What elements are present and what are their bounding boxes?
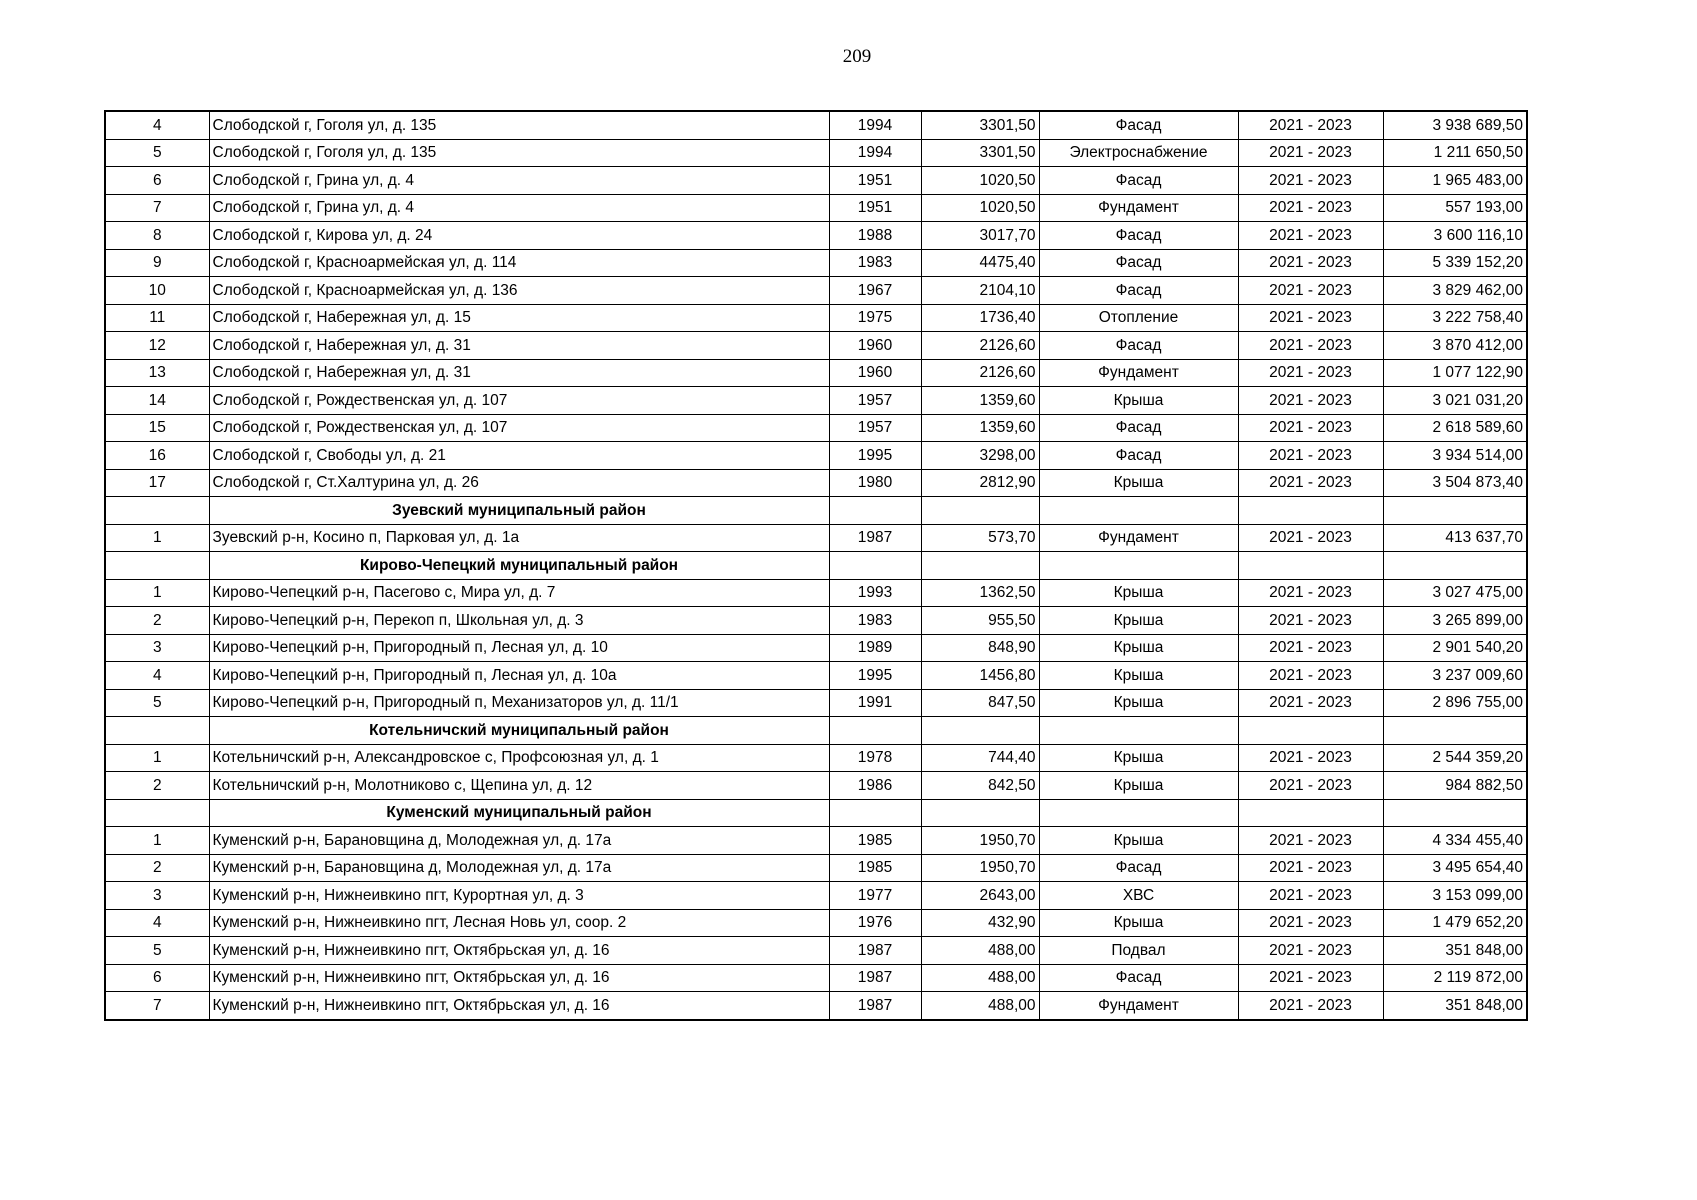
table-row	[105, 772, 1527, 800]
table-row	[105, 277, 1527, 305]
row-number-cell: 15	[105, 414, 209, 442]
table-row	[105, 414, 1527, 442]
cost-cell: 1 211 650,50	[1383, 139, 1527, 167]
row-number-cell: 8	[105, 222, 209, 250]
row-number-cell: 11	[105, 304, 209, 332]
district-header-row	[105, 497, 1527, 525]
build-year-cell: 1985	[829, 827, 921, 855]
row-number-cell: 13	[105, 359, 209, 387]
cost-cell: 3 829 462,00	[1383, 277, 1527, 305]
district-name: Кирово-Чепецкий муниципальный район	[209, 552, 829, 580]
row-number-cell: 6	[105, 964, 209, 992]
build-year-cell: 1987	[829, 937, 921, 965]
work-type-cell: Подвал	[1039, 937, 1238, 965]
row-number-cell: 17	[105, 469, 209, 497]
row-number-cell: 7	[105, 194, 209, 222]
cost-cell: 2 896 755,00	[1383, 689, 1527, 717]
address-cell: Куменский р-н, Нижнеивкино пгт, Октябрьская ул, д. 16	[209, 992, 829, 1020]
area-cell: 1736,40	[921, 304, 1039, 332]
area-cell: 847,50	[921, 689, 1039, 717]
area-cell: 2812,90	[921, 469, 1039, 497]
area-cell	[921, 717, 1039, 745]
cost-cell: 413 637,70	[1383, 524, 1527, 552]
build-year-cell	[829, 552, 921, 580]
work-type-cell: Фасад	[1039, 332, 1238, 360]
row-number-cell: 12	[105, 332, 209, 360]
table-row	[105, 524, 1527, 552]
cost-cell: 1 077 122,90	[1383, 359, 1527, 387]
build-year-cell: 1994	[829, 139, 921, 167]
cost-cell: 1 479 652,20	[1383, 909, 1527, 937]
table-row	[105, 139, 1527, 167]
build-year-cell: 1993	[829, 579, 921, 607]
cost-cell	[1383, 552, 1527, 580]
table-row	[105, 332, 1527, 360]
address-cell: Слободской г, Грина ул, д. 4	[209, 167, 829, 195]
period-cell: 2021 - 2023	[1238, 579, 1383, 607]
work-type-cell: Крыша	[1039, 909, 1238, 937]
work-type-cell: Фасад	[1039, 277, 1238, 305]
repair-schedule-table	[104, 110, 1528, 1021]
build-year-cell	[829, 799, 921, 827]
build-year-cell: 1994	[829, 111, 921, 139]
cost-cell: 5 339 152,20	[1383, 249, 1527, 277]
area-cell: 3017,70	[921, 222, 1039, 250]
build-year-cell: 1977	[829, 882, 921, 910]
row-number-cell: 2	[105, 854, 209, 882]
row-number-cell: 5	[105, 139, 209, 167]
page-number: 209	[842, 46, 872, 67]
cost-cell: 3 153 099,00	[1383, 882, 1527, 910]
area-cell	[921, 497, 1039, 525]
row-number-cell: 7	[105, 992, 209, 1020]
work-type-cell: Фасад	[1039, 222, 1238, 250]
build-year-cell: 1978	[829, 744, 921, 772]
build-year-cell: 1995	[829, 662, 921, 690]
cost-cell: 2 544 359,20	[1383, 744, 1527, 772]
district-header-row	[105, 717, 1527, 745]
build-year-cell: 1991	[829, 689, 921, 717]
period-cell: 2021 - 2023	[1238, 937, 1383, 965]
row-number-cell: 1	[105, 579, 209, 607]
build-year-cell: 1987	[829, 524, 921, 552]
period-cell: 2021 - 2023	[1238, 387, 1383, 415]
district-name: Зуевский муниципальный район	[209, 497, 829, 525]
cost-cell: 3 021 031,20	[1383, 387, 1527, 415]
work-type-cell: Крыша	[1039, 469, 1238, 497]
work-type-cell: Фасад	[1039, 854, 1238, 882]
period-cell	[1238, 717, 1383, 745]
district-header-row	[105, 552, 1527, 580]
area-cell: 3298,00	[921, 442, 1039, 470]
area-cell: 848,90	[921, 634, 1039, 662]
row-number-cell: 14	[105, 387, 209, 415]
cost-cell: 3 934 514,00	[1383, 442, 1527, 470]
area-cell: 432,90	[921, 909, 1039, 937]
address-cell: Куменский р-н, Нижнеивкино пгт, Октябрьская ул, д. 16	[209, 937, 829, 965]
cost-cell: 3 222 758,40	[1383, 304, 1527, 332]
row-number-cell: 4	[105, 111, 209, 139]
work-type-cell: Фасад	[1039, 111, 1238, 139]
work-type-cell	[1039, 717, 1238, 745]
address-cell: Зуевский р-н, Косино п, Парковая ул, д. 1а	[209, 524, 829, 552]
area-cell: 842,50	[921, 772, 1039, 800]
work-type-cell: Фундамент	[1039, 992, 1238, 1020]
area-cell: 1359,60	[921, 387, 1039, 415]
work-type-cell: Фасад	[1039, 249, 1238, 277]
area-cell: 1950,70	[921, 854, 1039, 882]
cost-cell: 984 882,50	[1383, 772, 1527, 800]
address-cell: Слободской г, Гоголя ул, д. 135	[209, 111, 829, 139]
address-cell: Слободской г, Кирова ул, д. 24	[209, 222, 829, 250]
build-year-cell: 1987	[829, 992, 921, 1020]
work-type-cell: ХВС	[1039, 882, 1238, 910]
address-cell: Слободской г, Набережная ул, д. 31	[209, 332, 829, 360]
cost-cell: 557 193,00	[1383, 194, 1527, 222]
table-row	[105, 607, 1527, 635]
period-cell: 2021 - 2023	[1238, 772, 1383, 800]
table-row	[105, 359, 1527, 387]
work-type-cell: Фундамент	[1039, 524, 1238, 552]
row-number-cell: 6	[105, 167, 209, 195]
area-cell: 488,00	[921, 937, 1039, 965]
table-row	[105, 222, 1527, 250]
build-year-cell: 1967	[829, 277, 921, 305]
row-number-cell: 1	[105, 744, 209, 772]
cost-cell: 2 618 589,60	[1383, 414, 1527, 442]
period-cell: 2021 - 2023	[1238, 744, 1383, 772]
table-row	[105, 992, 1527, 1020]
build-year-cell: 1951	[829, 194, 921, 222]
table-row	[105, 469, 1527, 497]
period-cell: 2021 - 2023	[1238, 249, 1383, 277]
row-number-cell: 9	[105, 249, 209, 277]
area-cell: 573,70	[921, 524, 1039, 552]
address-cell: Слободской г, Красноармейская ул, д. 136	[209, 277, 829, 305]
cost-cell: 351 848,00	[1383, 937, 1527, 965]
table-row	[105, 744, 1527, 772]
cost-cell: 1 965 483,00	[1383, 167, 1527, 195]
build-year-cell: 1983	[829, 607, 921, 635]
address-cell: Куменский р-н, Нижнеивкино пгт, Курортная ул, д. 3	[209, 882, 829, 910]
period-cell	[1238, 799, 1383, 827]
work-type-cell: Фундамент	[1039, 194, 1238, 222]
table-row	[105, 194, 1527, 222]
address-cell: Кирово-Чепецкий р-н, Пасегово с, Мира ул, д. 7	[209, 579, 829, 607]
row-number-cell	[105, 799, 209, 827]
area-cell: 3301,50	[921, 111, 1039, 139]
work-type-cell: Крыша	[1039, 772, 1238, 800]
cost-cell	[1383, 799, 1527, 827]
row-number-cell: 3	[105, 634, 209, 662]
cost-cell: 4 334 455,40	[1383, 827, 1527, 855]
table-row	[105, 634, 1527, 662]
work-type-cell: Электроснабжение	[1039, 139, 1238, 167]
work-type-cell: Фасад	[1039, 442, 1238, 470]
address-cell: Слободской г, Красноармейская ул, д. 114	[209, 249, 829, 277]
address-cell: Котельничский р-н, Молотниково с, Щепина ул, д. 12	[209, 772, 829, 800]
area-cell: 1020,50	[921, 194, 1039, 222]
work-type-cell: Фасад	[1039, 167, 1238, 195]
table-row	[105, 579, 1527, 607]
address-cell: Слободской г, Грина ул, д. 4	[209, 194, 829, 222]
area-cell	[921, 799, 1039, 827]
area-cell: 2643,00	[921, 882, 1039, 910]
area-cell: 4475,40	[921, 249, 1039, 277]
row-number-cell: 5	[105, 937, 209, 965]
period-cell: 2021 - 2023	[1238, 222, 1383, 250]
work-type-cell: Крыша	[1039, 662, 1238, 690]
build-year-cell: 1983	[829, 249, 921, 277]
address-cell: Кирово-Чепецкий р-н, Пригородный п, Механизаторов ул, д. 11/1	[209, 689, 829, 717]
period-cell: 2021 - 2023	[1238, 964, 1383, 992]
area-cell: 2126,60	[921, 332, 1039, 360]
row-number-cell	[105, 717, 209, 745]
work-type-cell: Крыша	[1039, 607, 1238, 635]
address-cell: Кирово-Чепецкий р-н, Пригородный п, Лесная ул, д. 10а	[209, 662, 829, 690]
address-cell: Слободской г, Свободы ул, д. 21	[209, 442, 829, 470]
period-cell: 2021 - 2023	[1238, 194, 1383, 222]
build-year-cell	[829, 497, 921, 525]
build-year-cell	[829, 717, 921, 745]
address-cell: Куменский р-н, Нижнеивкино пгт, Лесная Новь ул, соор. 2	[209, 909, 829, 937]
table-row	[105, 909, 1527, 937]
table-row	[105, 111, 1527, 139]
build-year-cell: 1960	[829, 332, 921, 360]
build-year-cell: 1960	[829, 359, 921, 387]
work-type-cell: Фундамент	[1039, 359, 1238, 387]
address-cell: Слободской г, Рождественская ул, д. 107	[209, 387, 829, 415]
period-cell: 2021 - 2023	[1238, 332, 1383, 360]
address-cell: Слободской г, Набережная ул, д. 31	[209, 359, 829, 387]
address-cell: Кирово-Чепецкий р-н, Пригородный п, Лесная ул, д. 10	[209, 634, 829, 662]
area-cell: 1362,50	[921, 579, 1039, 607]
table-row	[105, 689, 1527, 717]
period-cell	[1238, 552, 1383, 580]
cost-cell: 3 504 873,40	[1383, 469, 1527, 497]
area-cell: 1359,60	[921, 414, 1039, 442]
work-type-cell: Фасад	[1039, 414, 1238, 442]
cost-cell: 3 870 412,00	[1383, 332, 1527, 360]
period-cell: 2021 - 2023	[1238, 992, 1383, 1020]
build-year-cell: 1989	[829, 634, 921, 662]
table-row	[105, 387, 1527, 415]
table-row	[105, 882, 1527, 910]
address-cell: Слободской г, Ст.Халтурина ул, д. 26	[209, 469, 829, 497]
period-cell: 2021 - 2023	[1238, 524, 1383, 552]
row-number-cell: 3	[105, 882, 209, 910]
row-number-cell: 16	[105, 442, 209, 470]
address-cell: Котельничский р-н, Александровское с, Профсоюзная ул, д. 1	[209, 744, 829, 772]
table-row	[105, 662, 1527, 690]
district-name: Куменский муниципальный район	[209, 799, 829, 827]
period-cell: 2021 - 2023	[1238, 634, 1383, 662]
build-year-cell: 1976	[829, 909, 921, 937]
cost-cell: 3 495 654,40	[1383, 854, 1527, 882]
work-type-cell	[1039, 552, 1238, 580]
row-number-cell: 1	[105, 524, 209, 552]
period-cell: 2021 - 2023	[1238, 277, 1383, 305]
build-year-cell: 1995	[829, 442, 921, 470]
row-number-cell: 4	[105, 909, 209, 937]
table-row	[105, 304, 1527, 332]
period-cell: 2021 - 2023	[1238, 909, 1383, 937]
row-number-cell: 2	[105, 772, 209, 800]
period-cell: 2021 - 2023	[1238, 414, 1383, 442]
address-cell: Слободской г, Набережная ул, д. 15	[209, 304, 829, 332]
district-header-row	[105, 799, 1527, 827]
row-number-cell: 1	[105, 827, 209, 855]
period-cell: 2021 - 2023	[1238, 359, 1383, 387]
table-body	[105, 111, 1527, 1020]
period-cell: 2021 - 2023	[1238, 662, 1383, 690]
period-cell: 2021 - 2023	[1238, 854, 1383, 882]
table-row	[105, 167, 1527, 195]
build-year-cell: 1987	[829, 964, 921, 992]
period-cell: 2021 - 2023	[1238, 111, 1383, 139]
area-cell: 488,00	[921, 964, 1039, 992]
address-cell: Куменский р-н, Нижнеивкино пгт, Октябрьская ул, д. 16	[209, 964, 829, 992]
period-cell: 2021 - 2023	[1238, 689, 1383, 717]
cost-cell: 3 237 009,60	[1383, 662, 1527, 690]
address-cell: Слободской г, Рождественская ул, д. 107	[209, 414, 829, 442]
period-cell: 2021 - 2023	[1238, 469, 1383, 497]
row-number-cell: 2	[105, 607, 209, 635]
address-cell: Куменский р-н, Барановщина д, Молодежная ул, д. 17а	[209, 827, 829, 855]
table-row	[105, 442, 1527, 470]
area-cell: 955,50	[921, 607, 1039, 635]
work-type-cell: Крыша	[1039, 634, 1238, 662]
row-number-cell: 10	[105, 277, 209, 305]
table-row	[105, 854, 1527, 882]
area-cell: 744,40	[921, 744, 1039, 772]
table-row	[105, 964, 1527, 992]
district-name: Котельничский муниципальный район	[209, 717, 829, 745]
cost-cell: 3 027 475,00	[1383, 579, 1527, 607]
table-row	[105, 827, 1527, 855]
cost-cell: 3 938 689,50	[1383, 111, 1527, 139]
period-cell: 2021 - 2023	[1238, 827, 1383, 855]
work-type-cell: Отопление	[1039, 304, 1238, 332]
period-cell: 2021 - 2023	[1238, 882, 1383, 910]
work-type-cell: Крыша	[1039, 744, 1238, 772]
build-year-cell: 1980	[829, 469, 921, 497]
row-number-cell	[105, 552, 209, 580]
build-year-cell: 1957	[829, 387, 921, 415]
period-cell: 2021 - 2023	[1238, 167, 1383, 195]
area-cell: 488,00	[921, 992, 1039, 1020]
address-cell: Куменский р-н, Барановщина д, Молодежная ул, д. 17а	[209, 854, 829, 882]
period-cell: 2021 - 2023	[1238, 442, 1383, 470]
period-cell: 2021 - 2023	[1238, 139, 1383, 167]
area-cell	[921, 552, 1039, 580]
build-year-cell: 1986	[829, 772, 921, 800]
work-type-cell: Крыша	[1039, 689, 1238, 717]
row-number-cell: 5	[105, 689, 209, 717]
area-cell: 2104,10	[921, 277, 1039, 305]
period-cell: 2021 - 2023	[1238, 304, 1383, 332]
cost-cell: 3 265 899,00	[1383, 607, 1527, 635]
table-row	[105, 249, 1527, 277]
work-type-cell: Крыша	[1039, 827, 1238, 855]
area-cell: 1020,50	[921, 167, 1039, 195]
cost-cell	[1383, 497, 1527, 525]
work-type-cell	[1039, 799, 1238, 827]
cost-cell: 2 901 540,20	[1383, 634, 1527, 662]
area-cell: 1950,70	[921, 827, 1039, 855]
cost-cell	[1383, 717, 1527, 745]
area-cell: 2126,60	[921, 359, 1039, 387]
cost-cell: 2 119 872,00	[1383, 964, 1527, 992]
build-year-cell: 1988	[829, 222, 921, 250]
build-year-cell: 1951	[829, 167, 921, 195]
build-year-cell: 1957	[829, 414, 921, 442]
address-cell: Кирово-Чепецкий р-н, Перекоп п, Школьная ул, д. 3	[209, 607, 829, 635]
period-cell: 2021 - 2023	[1238, 607, 1383, 635]
work-type-cell	[1039, 497, 1238, 525]
cost-cell: 351 848,00	[1383, 992, 1527, 1020]
address-cell: Слободской г, Гоголя ул, д. 135	[209, 139, 829, 167]
table-row	[105, 937, 1527, 965]
period-cell	[1238, 497, 1383, 525]
area-cell: 3301,50	[921, 139, 1039, 167]
area-cell: 1456,80	[921, 662, 1039, 690]
row-number-cell: 4	[105, 662, 209, 690]
build-year-cell: 1975	[829, 304, 921, 332]
cost-cell: 3 600 116,10	[1383, 222, 1527, 250]
work-type-cell: Фасад	[1039, 964, 1238, 992]
work-type-cell: Крыша	[1039, 387, 1238, 415]
row-number-cell	[105, 497, 209, 525]
build-year-cell: 1985	[829, 854, 921, 882]
work-type-cell: Крыша	[1039, 579, 1238, 607]
